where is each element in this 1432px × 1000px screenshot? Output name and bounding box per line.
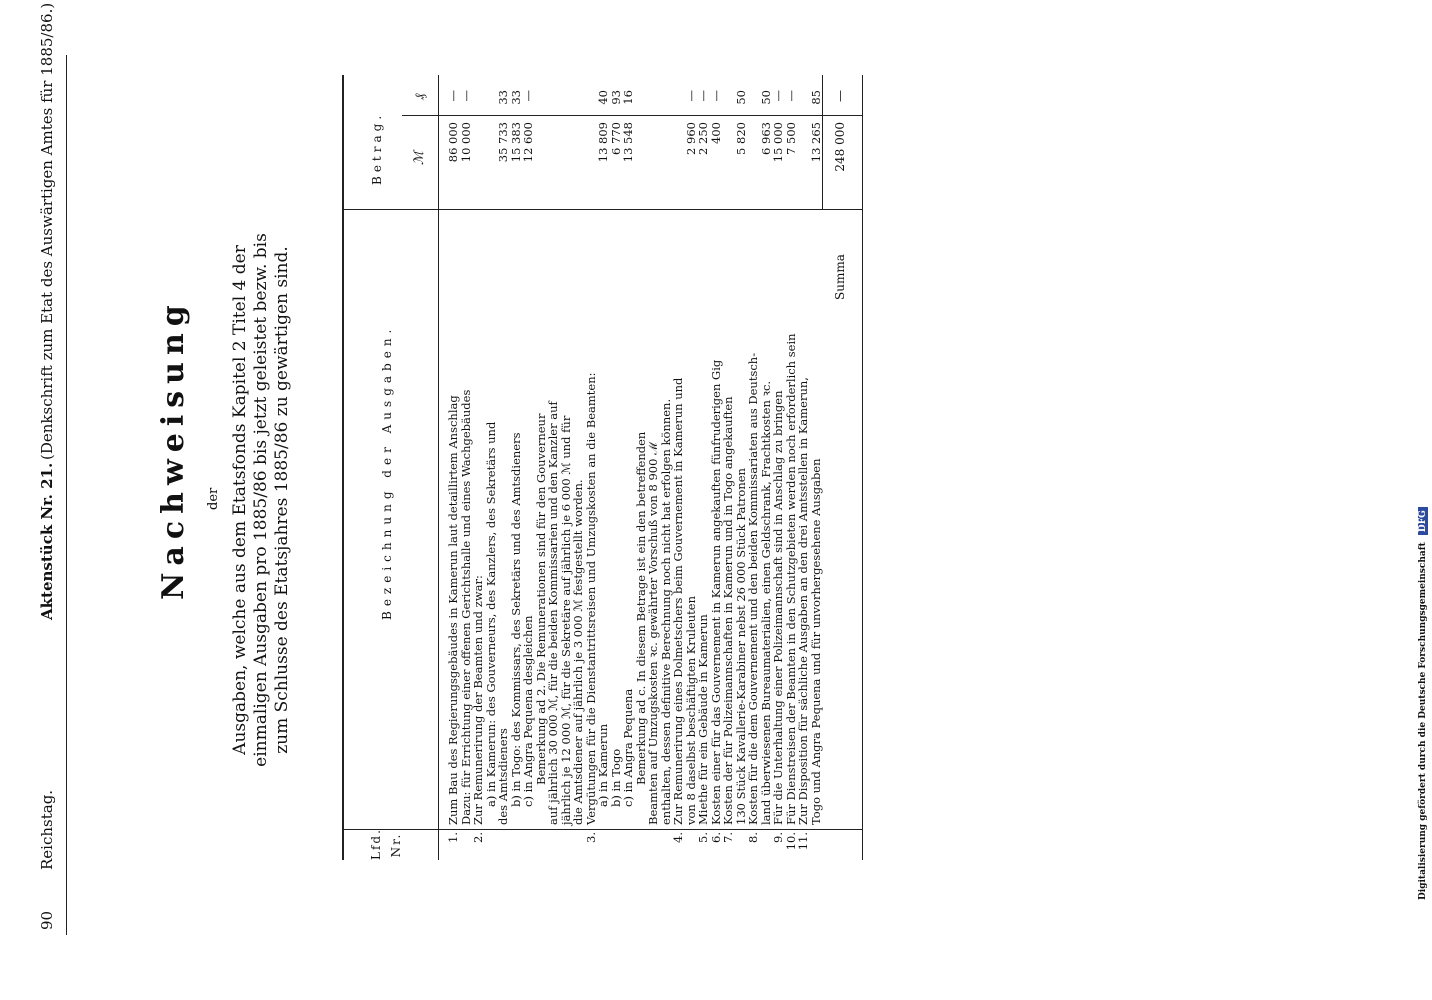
row-amount-mark: 7 500 <box>783 122 798 155</box>
col-header-betrag: Betrag. <box>370 111 384 185</box>
row-description: Dazu: für Errichtung einer offenen Gerichtshalle und eines Wachgebäudes <box>458 389 473 825</box>
row-amount-mark: 15 000 <box>771 122 785 163</box>
row-amount-pf: 16 <box>621 90 635 105</box>
row-amount-mark: 35 733 <box>496 122 510 163</box>
row-amount-mark: 6 963 <box>758 122 773 155</box>
col-divider-desc <box>342 209 862 210</box>
row-amount-pf: 85 <box>808 90 823 105</box>
row-description: Kosten einer für das Gouvernement in Kamerun angekauften fünfruderigen Gig <box>708 359 723 825</box>
source-label: (Denkschrift zum Etat des Auswärtigen Amtes für 1885/86.) <box>38 2 56 460</box>
summa-mark: 248 000 <box>833 122 847 172</box>
summa-label: Summa <box>833 254 847 300</box>
row-number: 9. <box>771 832 785 843</box>
col-header-mark: ℳ <box>412 151 427 165</box>
row-amount-pf: — <box>771 90 785 102</box>
row-description: Für die Unterhaltung einer Polizeimannschaft sind in Anschlag zu bringen <box>771 390 785 825</box>
row-description: des Amtsdieners <box>496 728 510 825</box>
row-description: Vergütungen für die Dienstantrittsreisen und Umzugskosten an die Beamten: <box>583 372 598 825</box>
row-description: Beamten auf Umzugskosten ꝛc. gewährter Vorschuß von 8 900 ℳ <box>646 441 660 825</box>
page-number: 90 <box>38 910 56 930</box>
row-description: b) in Togo: des Kommissars, des Sekretärs und des Amtsdieners <box>508 432 523 807</box>
row-description: 130 Stück Kavallerie-Karabiner nebst 26 000 Stück Patronen <box>733 468 748 825</box>
row-amount-pf: — <box>683 90 698 102</box>
row-amount-mark: 2 960 <box>683 122 698 155</box>
row-number: 8. <box>746 832 760 843</box>
reichstag-label: Reichstag. <box>38 789 56 870</box>
row-amount-mark: 86 000 <box>446 122 460 163</box>
col-header-nr: Lfd. Nr. <box>369 828 403 860</box>
row-number: 11. <box>796 832 810 851</box>
row-amount-mark: 6 770 <box>608 122 623 155</box>
row-description: auf jährlich 30 000 ℳ, für die beiden Kommissarien und den Kanzler auf <box>546 401 560 825</box>
row-amount-mark: 15 383 <box>508 122 523 163</box>
row-description: Zum Bau des Regierungsgebäudes in Kamerun laut detaillirtem Anschlag <box>446 395 460 825</box>
row-description: Miethe für ein Gebäude in Kamerun <box>696 614 710 825</box>
row-description: c) in Angra Pequena <box>621 688 635 807</box>
row-amount-pf: 33 <box>496 90 510 105</box>
row-number: 5. <box>696 832 710 843</box>
row-amount-pf: 40 <box>596 90 610 105</box>
row-amount-mark: 13 809 <box>596 122 610 163</box>
row-description: jährlich je 12 000 ℳ, für die Sekretäre auf jährlich je 6 000 ℳ und für <box>558 415 573 825</box>
row-description: Zur Disposition für sächliche Ausgaben an den drei Amtsstellen in Kamerun, <box>796 377 810 825</box>
page-title: Nachweisung <box>156 298 191 600</box>
row-amount-pf: — <box>446 90 460 102</box>
row-number: 4. <box>671 832 685 843</box>
row-description: Kosten der für Polizeimannschaften in Kamerun und in Togo angekauften <box>721 396 735 825</box>
row-amount-mark: 13 265 <box>808 122 823 163</box>
row-number: 3. <box>583 832 598 843</box>
row-amount-pf: — <box>783 90 798 102</box>
col-header-desc: Bezeichnung der Ausgaben. <box>380 324 394 620</box>
row-amount-mark: 13 548 <box>621 122 635 163</box>
row-description: Zur Remunerirung der Beamten und zwar: <box>471 575 485 825</box>
table-bottom-rule <box>862 75 863 860</box>
table-header-rule <box>438 75 439 860</box>
row-description: die Amtsdiener auf jährlich je 3 000 ℳ festgestellt worden. <box>571 479 585 825</box>
row-amount-mark: 10 000 <box>458 122 473 163</box>
row-amount-pf: 50 <box>733 90 748 105</box>
row-description: enthalten, dessen definitive Berechnung noch nicht hat erfolgen können. <box>658 398 673 825</box>
row-description: a) in Kamerun: des Gouverneurs, des Kanzlers, des Sekretärs und <box>483 421 498 807</box>
row-amount-pf: — <box>708 90 723 102</box>
row-number: 1. <box>446 832 460 843</box>
row-description: a) in Kamerun <box>596 723 610 807</box>
row-amount-mark: 5 820 <box>733 122 748 155</box>
row-number: 6. <box>708 832 723 843</box>
col-header-pf: ₰ <box>413 93 428 100</box>
digitization-note <box>1418 507 1428 900</box>
dfg-logo: DFG <box>1418 507 1428 535</box>
row-description: Für Dienstreisen der Beamten in den Schutzgebieten werden noch erforderlich sein <box>783 333 798 825</box>
row-amount-pf: — <box>696 90 710 102</box>
header-rule <box>66 55 67 935</box>
aktenstueck-label: Aktenstück Nr. 21. <box>38 462 56 620</box>
row-description: von 8 daselbst beschäftigten Kruleuten <box>683 596 698 825</box>
digitization-text: Digitalisierung gefördert durch die Deutsche Forschungsgemeinschaft <box>1418 542 1428 900</box>
row-amount-pf: — <box>458 90 473 102</box>
row-description: Togo und Angra Pequena und für unvorhergesehene Ausgaben <box>808 458 823 825</box>
row-description: Kosten für die dem Gouvernement und den beiden Kommissariaten aus Deutsch- <box>746 352 760 825</box>
row-description: c) in Angra Pequena desgleichen <box>521 615 535 807</box>
row-amount-pf: 93 <box>608 90 623 105</box>
col-divider-nr <box>342 829 862 830</box>
summa-pf: — <box>833 90 847 102</box>
row-description: b) in Togo <box>608 748 623 807</box>
row-number: 10. <box>783 832 798 851</box>
row-description: Zur Remunerirung eines Dolmetschers beim Gouvernement in Kamerun und <box>671 377 685 825</box>
row-description: Bemerkung ad 2. Die Remunerationen sind für den Gouverneur <box>533 413 548 785</box>
row-amount-pf: — <box>521 90 535 102</box>
col-divider-pf <box>402 115 862 116</box>
row-number <box>809 832 823 872</box>
subtitle: Ausgaben, welche aus dem Etatsfonds Kapitel 2 Titel 4 der einmaligen Ausgaben pro 1885/86 bis jetzt geleistet bezw. bis zum Schlusse des Etatsjahres 1885/86 zu gewärtigen sind. <box>230 233 292 767</box>
row-amount-mark: 12 600 <box>521 122 535 163</box>
title-der: der <box>206 487 221 510</box>
table-top-rule <box>342 75 344 860</box>
row-amount-pf: 50 <box>758 90 773 105</box>
row-amount-pf: 33 <box>508 90 523 105</box>
row-amount-mark: 400 <box>708 122 723 144</box>
row-description: Bemerkung ad c. In diesem Betrage ist ein den betreffenden <box>633 431 648 785</box>
row-amount-mark: 2 250 <box>696 122 710 155</box>
row-number: 7. <box>721 832 735 843</box>
row-number: 2. <box>471 832 485 843</box>
row-description: land überwiesenen Bureaumaterialien, einen Geldschrank, Frachtkosten ꝛc. <box>758 380 773 825</box>
